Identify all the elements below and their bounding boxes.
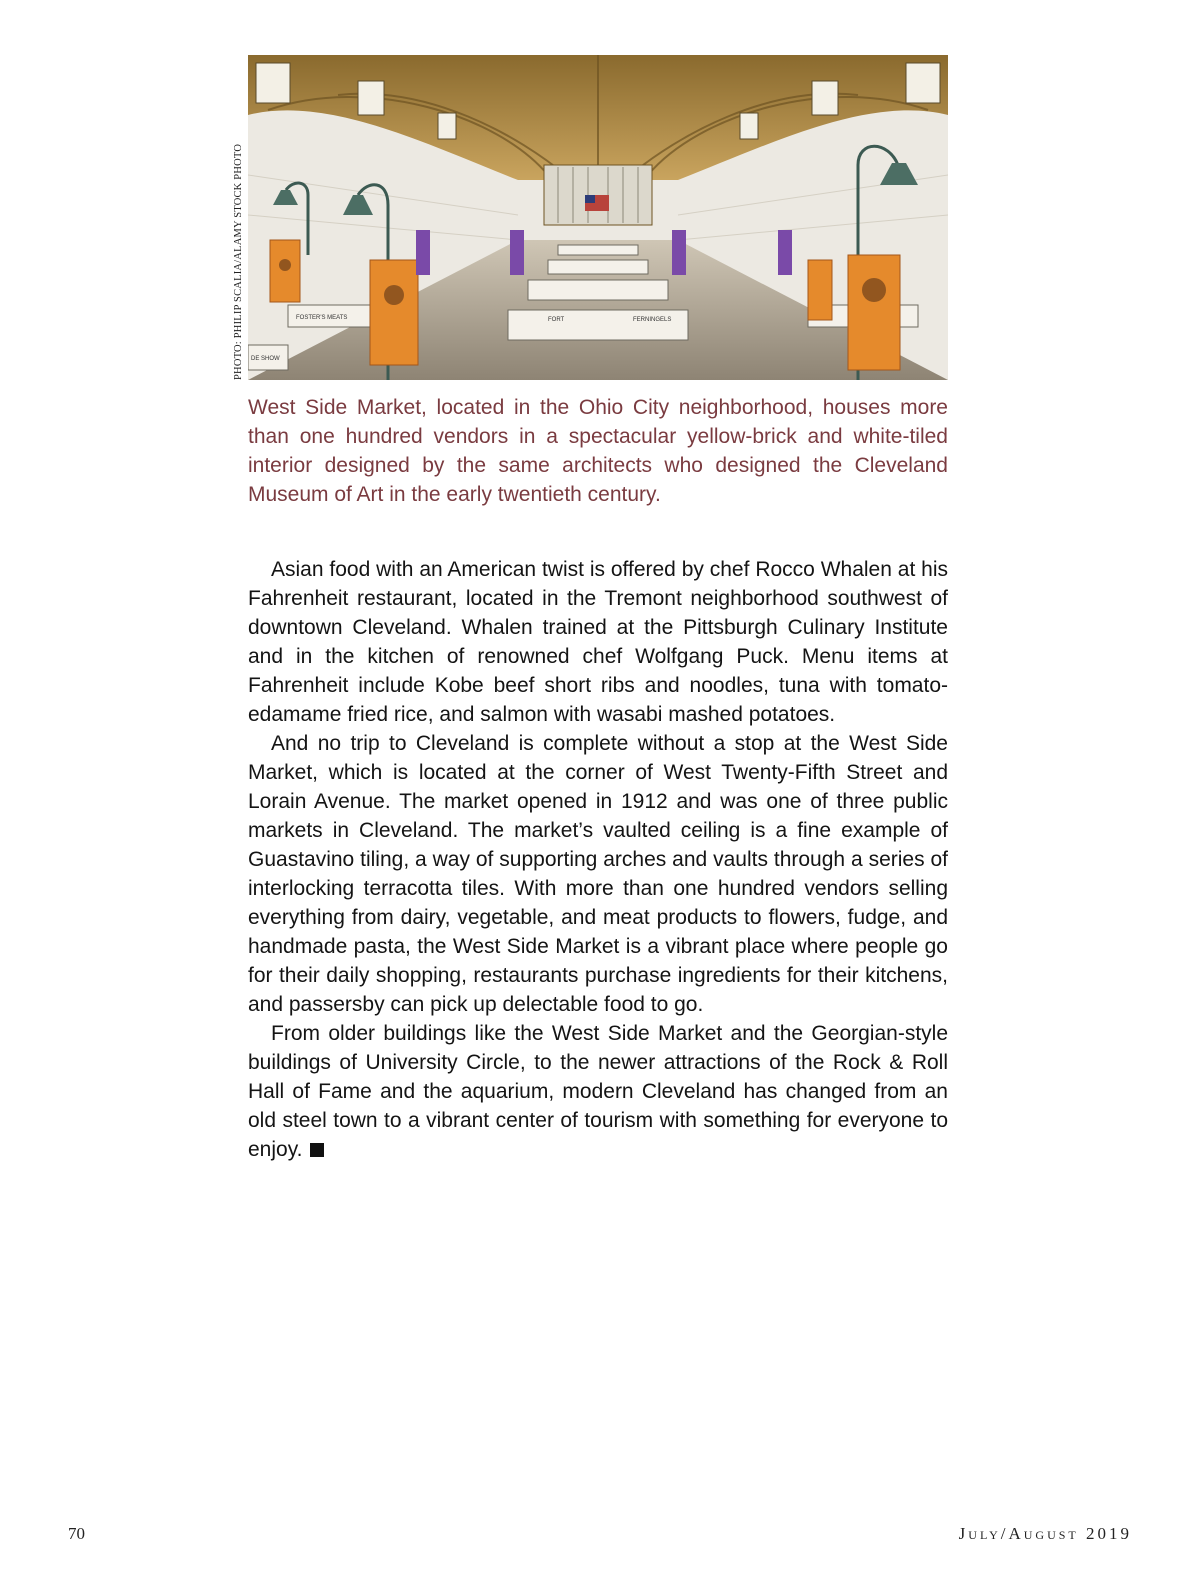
- end-of-article-mark: [310, 1143, 324, 1157]
- article-body: [248, 555, 948, 1164]
- issue-date: July/August 2019: [958, 1524, 1132, 1543]
- photo-credit: PHOTO: PHILIP SCALIA/ALAMY STOCK PHOTO: [233, 143, 244, 380]
- sign-fort: FORT: [548, 317, 565, 323]
- paragraph-fahrenheit: Asian food with an American twist is offered by chef Rocco Whalen at his Fahrenheit restaurant, located in the Tremont neighborhood southwest of downtown Cleveland. Whalen trained at the Pittsburgh Culinary Institute and in the kitchen of renowned chef Wolfgang Puck. Menu items at Fahrenheit include Kobe beef short ribs and noodles, tuna with tomato-edamame fried rice, and salmon with wasabi mashed potatoes.: [248, 558, 948, 726]
- paragraph-west-side-market: And no trip to Cleveland is complete without a stop at the West Side Market, which is located at the corner of West Twenty-Fifth Street and Lorain Avenue. The market opened in 1912 and was one of three public markets in Cleveland. The market’s vaulted ceiling is a fine example of Guastavino tiling, a way of supporting arches and vaults through a series of interlocking terracotta tiles. With more than one hundred vendors selling everything from dairy, vegetable, and meat products to flowers, fudge, and handmade pasta, the West Side Market is a vibrant place where people go for their daily shopping, restaurants purchase ingredients for their kitchens, and passersby can pick up delectable food to go.: [248, 732, 948, 1016]
- market-photo: [248, 55, 948, 380]
- paragraph-conclusion: [248, 1019, 948, 1164]
- sign-de-show: DE SHOW: [251, 356, 280, 362]
- sign-ferningels: FERNINGELS: [633, 317, 672, 323]
- photo-caption: West Side Market, located in the Ohio City neighborhood, houses more than one hundred vendors in a spectacular yellow-brick and white-tiled interior designed by the same architects who designed the Cleveland Museum of Art in the early twentieth century.: [248, 396, 948, 506]
- paragraph-conclusion-text: From older buildings like the West Side Market and the Georgian-style buildings of University Circle, to the newer attractions of the Rock & Roll Hall of Fame and the aquarium, modern Cleveland has changed from an old steel town to a vibrant center of tourism with something for everyone to enjoy.: [248, 1022, 948, 1161]
- page-number: 70: [68, 1524, 85, 1543]
- sign-fosters-meats: FOSTER'S MEATS: [296, 315, 348, 321]
